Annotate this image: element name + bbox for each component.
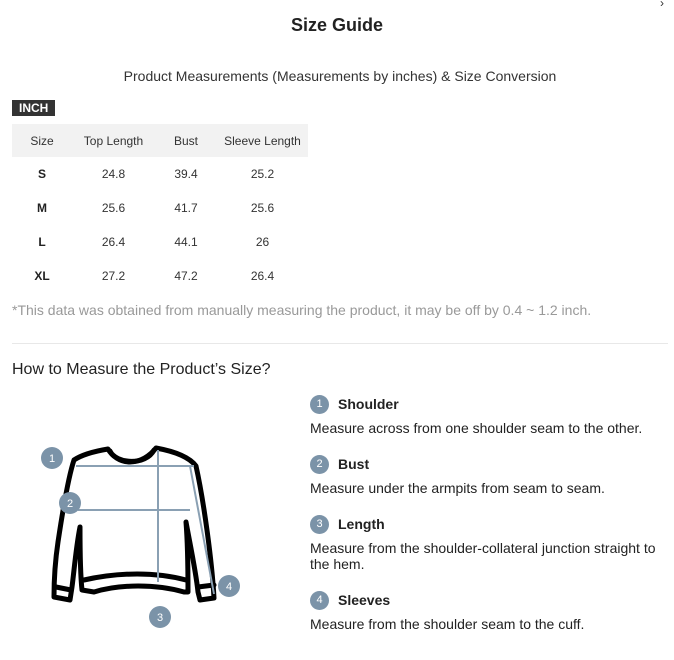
step-bust <box>310 454 670 496</box>
table-row <box>12 157 308 191</box>
size-cell: S <box>37 167 46 181</box>
svg-text:3: 3 <box>156 612 164 624</box>
measurement-note: *This data was obtained from manually measuring the product, it may be off by 0.4 ~ 1.2 inch. <box>12 302 592 318</box>
sweater-diagram <box>30 432 260 632</box>
top-length-cell: 27.2 <box>101 269 126 283</box>
bust-cell: 44.1 <box>174 235 198 249</box>
step-number-badge: 1 <box>310 395 329 414</box>
step-number-badge: 2 <box>310 455 329 474</box>
close-chevron-icon[interactable]: › <box>660 0 664 10</box>
diagram-badge-2 <box>59 492 81 514</box>
sleeve-length-cell: 26.4 <box>250 269 275 283</box>
column-header-size: Size <box>12 124 72 157</box>
section-divider <box>12 343 668 344</box>
svg-text:2: 2 <box>66 498 74 510</box>
top-length-cell: 25.6 <box>101 201 126 215</box>
step-sleeves <box>310 590 670 632</box>
sleeve-length-cell: 25.2 <box>250 167 275 181</box>
diagram-badge-3 <box>149 606 171 628</box>
step-description: Measure across from one shoulder seam to the other. <box>310 420 643 436</box>
step-length <box>310 514 670 572</box>
page-title: Size Guide <box>290 15 384 35</box>
size-cell: L <box>38 235 46 249</box>
column-header-bust: Bust <box>155 124 217 157</box>
step-shoulder <box>310 394 670 436</box>
step-description: Measure from the shoulder seam to the cuff. <box>310 616 585 632</box>
table-row <box>12 225 308 259</box>
size-cell: M <box>37 201 47 215</box>
column-header-top-length: Top Length <box>72 124 155 157</box>
sleeve-length-cell: 26 <box>255 235 270 249</box>
bust-cell: 41.7 <box>174 201 198 215</box>
bust-cell: 47.2 <box>174 269 198 283</box>
step-title: Sleeves <box>338 592 391 608</box>
step-title: Bust <box>338 456 370 472</box>
step-title: Shoulder <box>338 396 399 412</box>
step-description: Measure from the shoulder-collateral junction straight to the hem. <box>310 540 656 572</box>
size-table <box>12 124 308 293</box>
diagram-badge-4 <box>218 575 240 597</box>
table-header-row <box>12 124 308 157</box>
how-to-measure-heading: How to Measure the Product’s Size? <box>12 361 271 378</box>
column-header-sleeve-length: Sleeve Length <box>217 124 308 157</box>
diagram-badge-1 <box>41 447 63 469</box>
sleeve-length-cell: 25.6 <box>250 201 275 215</box>
size-cell: XL <box>34 269 50 283</box>
step-title: Length <box>338 516 385 532</box>
table-row <box>12 259 308 293</box>
step-number-badge: 4 <box>310 591 329 610</box>
unit-tag-inch[interactable]: INCH <box>12 100 55 116</box>
table-row <box>12 191 308 225</box>
top-length-cell: 24.8 <box>101 167 126 181</box>
top-length-cell: 26.4 <box>101 235 126 249</box>
svg-text:1: 1 <box>48 453 56 465</box>
step-description: Measure under the armpits from seam to seam. <box>310 480 605 496</box>
step-number-badge: 3 <box>310 515 329 534</box>
bust-cell: 39.4 <box>174 167 198 181</box>
svg-text:4: 4 <box>225 581 233 593</box>
page-subtitle: Product Measurements (Measurements by inches) & Size Conversion <box>123 68 557 84</box>
